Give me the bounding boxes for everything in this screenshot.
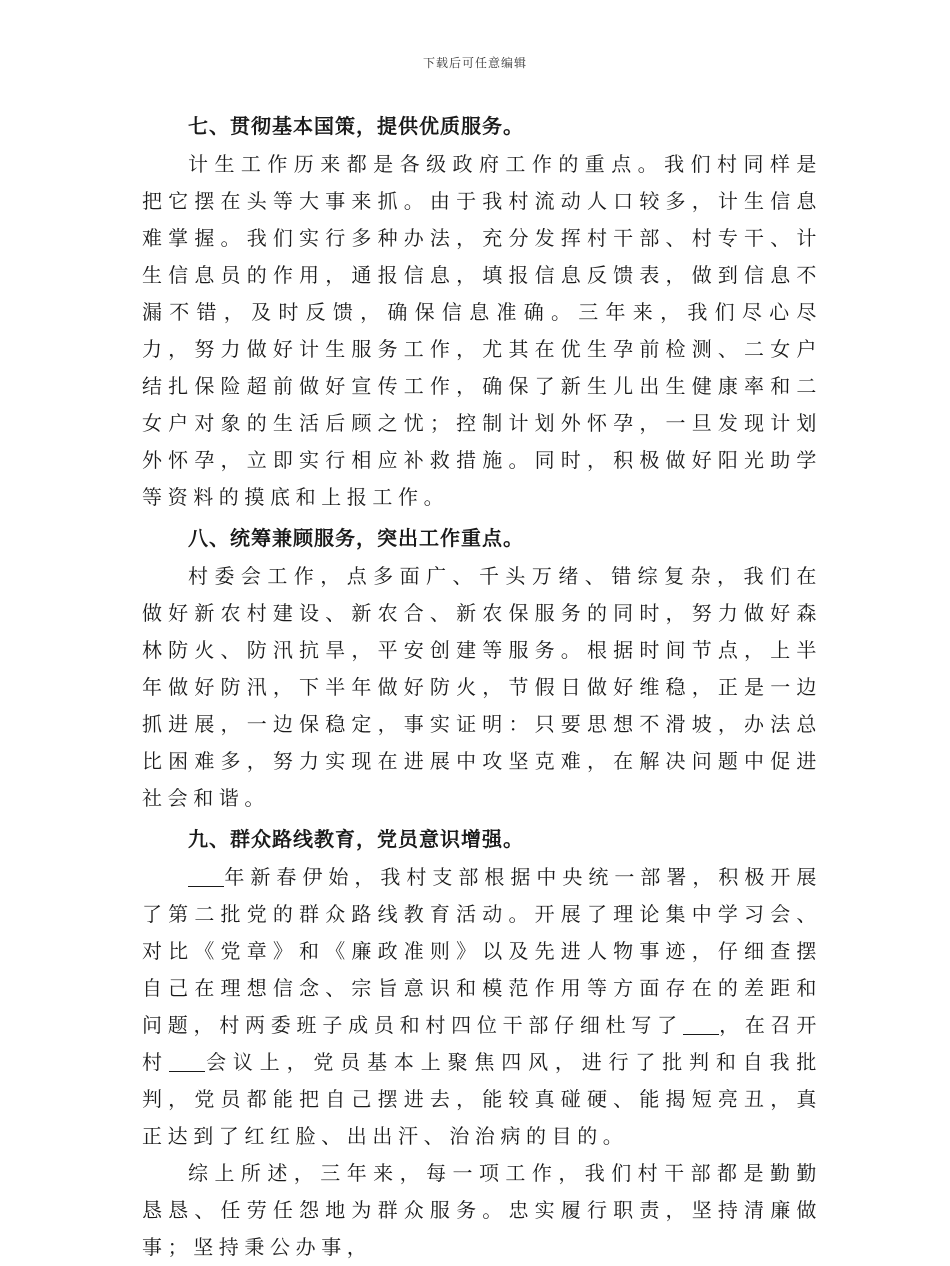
- blank-line: [169, 1051, 205, 1072]
- blank-line: [188, 866, 224, 887]
- section-paragraph-9: [142, 859, 822, 1155]
- section-paragraph-7: 计生工作历来都是各级政府工作的重点。我们村同样是把它摆在头等大事来抓。由于我村流动人口较多，计生信息难掌握。我们实行多种办法，充分发挥村干部、村专干、计生信息员的作用，通报信息，填报信息反馈表，做到信息不漏不错，及时反馈，确保信息准确。三年来，我们尽心尽力，努力做好计生服务工作，尤其在优生孕前检测、二女户结扎保险超前做好宣传工作，确保了新生儿出生健康率和二女户对象的生活后顾之忧；控制计划外怀孕，一旦发现计划外怀孕，立即实行相应补救措施。同时，积极做好阳光助学等资料的摸底和上报工作。: [142, 152, 822, 509]
- paragraph-text: ，在召开村: [142, 1013, 822, 1074]
- blank-line: [683, 1014, 719, 1035]
- page-header: 下载后可任意编辑: [422, 56, 527, 70]
- summary-paragraph: 综上所述，三年来，每一项工作，我们村干部都是勤勤恳恳、任劳任怨地为群众服务。忠实履行职责，坚持清廉做事；坚持秉公办事，: [142, 1161, 822, 1259]
- section-heading-8: 八、统筹兼顾服务，突出工作重点。: [188, 526, 524, 550]
- paragraph-text: 年新春伊始，我村支部根据中央统一部署，积极开展了第二批党的群众路线教育活动。开展了理论集中学习会、对比《党章》和《廉政准则》以及先进人物事迹，仔细查摆自己在理想信念、宗旨意识和模范作用等方面存在的差距和问题，村两委班子成员和村四位干部仔细杜写了: [142, 865, 822, 1037]
- section-paragraph-8: 村委会工作，点多面广、千头万绪、错综复杂，我们在做好新农村建设、新农合、新农保服务的同时，努力做好森林防火、防汛抗旱，平安创建等服务。根据时间节点，上半年做好防汛，下半年做好防火，节假日做好维稳，正是一边抓进展，一边保稳定，事实证明：只要思想不滑坡，办法总比困难多，努力实现在进展中攻坚克难，在解决问题中促进社会和谐。: [142, 564, 822, 810]
- section-heading-9: 九、群众路线教育，党员意识增强。: [188, 827, 524, 851]
- paragraph-text: 会议上，党员基本上聚焦四风，进行了批判和自我批判，党员都能把自己摆进去，能较真碰硬、能揭短亮丑，真正达到了红红脸、出出汗、治治病的目的。: [142, 1050, 822, 1148]
- document-body: [142, 106, 822, 1266]
- section-heading-7: 七、贯彻基本国策，提供优质服务。: [188, 114, 524, 138]
